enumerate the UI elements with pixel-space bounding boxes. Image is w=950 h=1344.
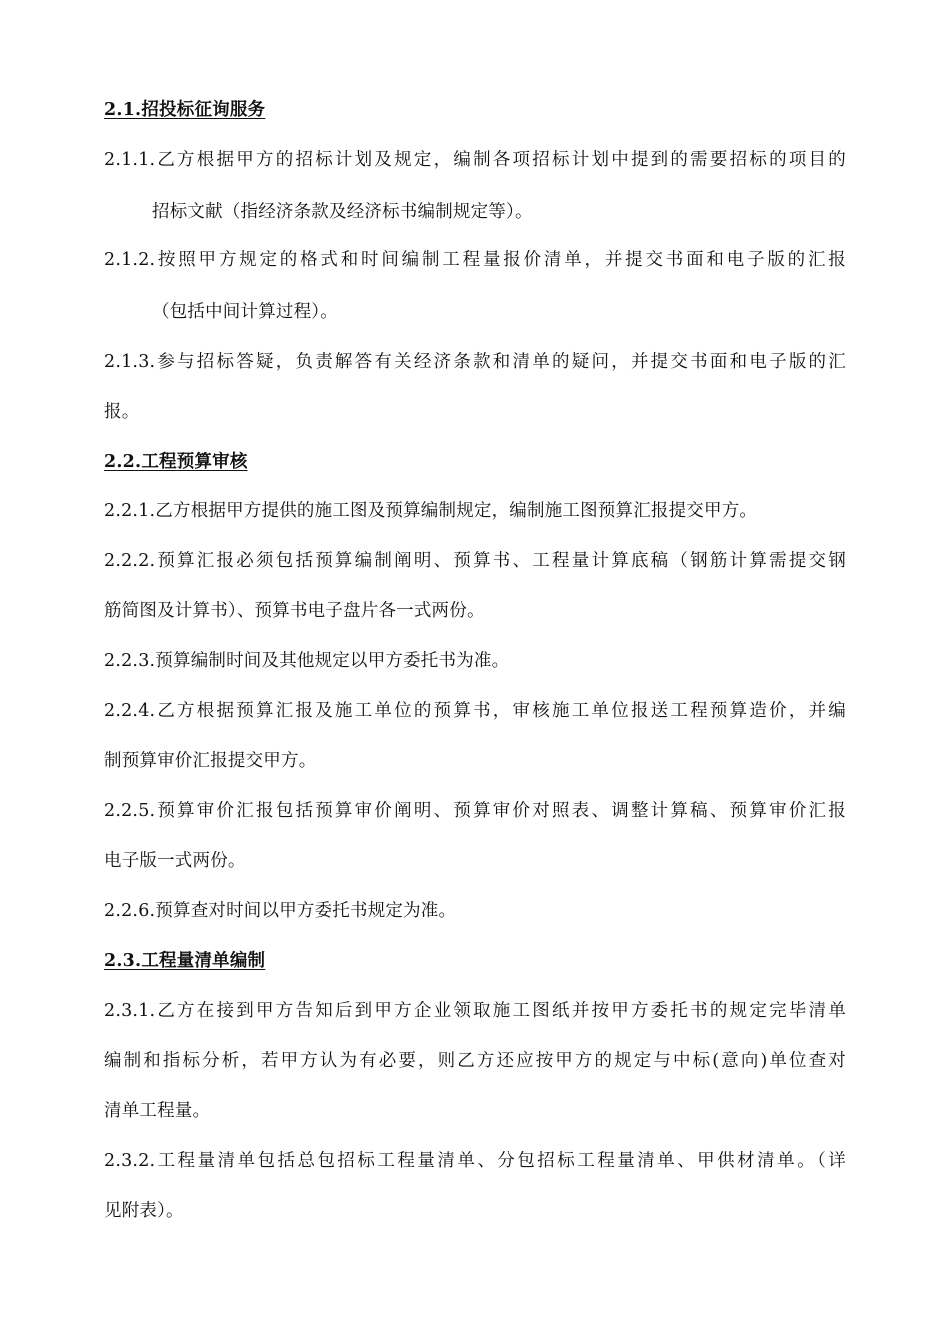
paragraph-2-2-5-line-1: 2.2.5.预算审价汇报包括预算审价阐明、预算审价对照表、调整计算稿、预算审价汇报 — [104, 801, 846, 821]
paragraph-2-3-1-line-3: 清单工程量。 — [104, 1101, 211, 1121]
paragraph-2-2-4-line-2: 制预算审价汇报提交甲方。 — [104, 751, 317, 771]
paragraph-2-3-2-line-2: 见附表）。 — [104, 1201, 184, 1221]
paragraph-2-3-2-line-1: 2.3.2.工程量清单包括总包招标工程量清单、分包招标工程量清单、甲供材清单。（详 — [104, 1151, 846, 1171]
paragraph-2-2-1-line-1: 2.2.1.乙方根据甲方提供的施工图及预算编制规定，编制施工图预算汇报提交甲方。 — [104, 501, 758, 521]
paragraph-2-2-5-line-2: 电子版一式两份。 — [104, 851, 246, 871]
paragraph-2-1-2-line-1: 2.1.2.按照甲方规定的格式和时间编制工程量报价清单，并提交书面和电子版的汇报 — [104, 250, 846, 270]
paragraph-2-2-2-line-2: 筋简图及计算书）、预算书电子盘片各一式两份。 — [104, 601, 485, 621]
paragraph-2-3-1-line-2: 编制和指标分析，若甲方认为有必要，则乙方还应按甲方的规定与中标(意向)单位查对 — [104, 1051, 846, 1071]
paragraph-2-2-2-line-1: 2.2.2.预算汇报必须包括预算编制阐明、预算书、工程量计算底稿（钢筋计算需提交钢 — [104, 551, 846, 571]
paragraph-2-3-1-line-1: 2.3.1.乙方在接到甲方告知后到甲方企业领取施工图纸并按甲方委托书的规定完毕清单 — [104, 1001, 846, 1021]
paragraph-2-1-1-line-1: 2.1.1.乙方根据甲方的招标计划及规定，编制各项招标计划中提到的需要招标的项目的 — [104, 150, 846, 170]
section-heading-2-3: 2.3.工程量清单编制 — [104, 951, 266, 971]
paragraph-2-1-2-line-2: （包括中间计算过程）。 — [152, 302, 338, 322]
paragraph-2-2-4-line-1: 2.2.4.乙方根据预算汇报及施工单位的预算书，审核施工单位报送工程预算造价，并编 — [104, 701, 846, 721]
paragraph-2-1-1-line-2: 招标文献（指经济条款及经济标书编制规定等）。 — [152, 202, 533, 222]
paragraph-2-1-3-line-1: 2.1.3.参与招标答疑，负责解答有关经济条款和清单的疑问，并提交书面和电子版的汇 — [104, 352, 846, 372]
section-heading-2-1: 2.1.招投标征询服务 — [104, 100, 266, 120]
paragraph-2-2-6-line-1: 2.2.6.预算查对时间以甲方委托书规定为准。 — [104, 901, 457, 921]
section-heading-2-2: 2.2.工程预算审核 — [104, 452, 248, 472]
paragraph-2-2-3-line-1: 2.2.3.预算编制时间及其他规定以甲方委托书为准。 — [104, 651, 510, 671]
paragraph-2-1-3-line-2: 报。 — [104, 402, 140, 422]
